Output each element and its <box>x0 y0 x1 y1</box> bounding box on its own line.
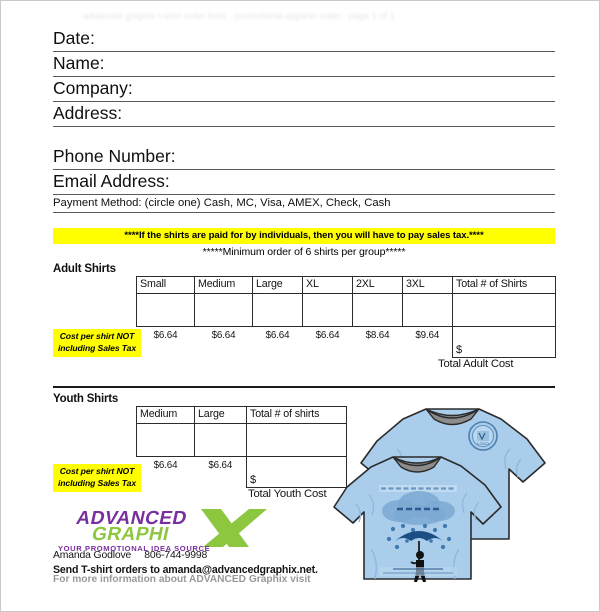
field-address[interactable]: Address: <box>53 102 555 127</box>
cut-off-footer-label: For more information about ADVANCED Graphix visit <box>53 574 311 585</box>
table-row-youth-headers <box>137 407 347 424</box>
adult-col-medium: Medium <box>195 277 253 294</box>
logo-word-graphix: GRAPHI <box>89 524 172 545</box>
fields-spacer <box>53 127 555 145</box>
send-orders-instruction: Send T-shirt orders to amanda@advancedgraphix.net. <box>53 564 318 576</box>
svg-text:LOGO: LOGO <box>477 441 489 446</box>
sales-tax-notice: ****If the shirts are paid for by individuals, then you will have to pay sales tax.**** <box>53 228 555 244</box>
adult-price-3xl: $9.64 <box>415 330 440 341</box>
youth-col-medium: Medium <box>137 407 195 424</box>
adult-price-medium: $6.64 <box>211 330 236 341</box>
contact-phone: 806-744-9998 <box>144 550 208 561</box>
logo-tagline: YOUR PROMOTIONAL IDEA SOURCE <box>58 544 211 553</box>
table-row-adult-quantities <box>137 294 556 327</box>
adult-qty-large[interactable] <box>253 294 303 327</box>
adult-col-total-shirts: Total # of Shirts <box>453 277 556 294</box>
section-divider <box>53 386 555 388</box>
youth-cost-per-shirt-label: Cost per shirt NOT including Sales Tax <box>53 464 141 492</box>
youth-price-large: $6.64 <box>208 460 233 471</box>
youth-shirts-table <box>136 406 347 488</box>
contact-name: Amanda Godlove <box>53 550 132 561</box>
adult-shirts-title: Adult Shirts <box>53 263 116 275</box>
table-row-adult-prices <box>137 327 556 358</box>
adult-qty-xl[interactable] <box>303 294 353 327</box>
field-payment-method[interactable]: Payment Method: (circle one) Cash, MC, Visa, AMEX, Check, Cash <box>53 195 555 213</box>
field-phone-number[interactable]: Phone Number: <box>53 145 555 170</box>
adult-total-cost-caption: Total Adult Cost <box>438 358 514 370</box>
field-email-address[interactable]: Email Address: <box>53 170 555 195</box>
youth-qty-large[interactable] <box>195 424 247 457</box>
youth-qty-medium[interactable] <box>137 424 195 457</box>
adult-qty-total[interactable] <box>453 294 556 327</box>
adult-qty-3xl[interactable] <box>403 294 453 327</box>
advanced-graphix-logo <box>53 507 268 553</box>
youth-total-cost-caption: Total Youth Cost <box>248 488 327 500</box>
adult-cost-per-shirt-label: Cost per shirt NOT including Sales Tax <box>53 329 141 357</box>
logo-word-advanced: ADVANCED <box>74 508 189 529</box>
field-date[interactable]: Date: <box>53 27 555 52</box>
table-row-adult-headers <box>137 277 556 294</box>
youth-col-total-shirts: Total # of shirts <box>247 407 347 424</box>
adult-price-2xl: $8.64 <box>365 330 390 341</box>
youth-col-large: Large <box>195 407 247 424</box>
adult-price-large: $6.64 <box>265 330 290 341</box>
field-name[interactable]: Name: <box>53 52 555 77</box>
adult-shirts-table <box>136 276 556 358</box>
minimum-order-notice: *****Minimum order of 6 shirts per group***** <box>202 246 406 258</box>
adult-col-3xl: 3XL <box>403 277 453 294</box>
adult-qty-medium[interactable] <box>195 294 253 327</box>
table-row-youth-prices <box>137 457 347 488</box>
tshirt-artwork <box>331 389 576 589</box>
cut-off-header-text: advanced graphix t-shirt order form · promotional apparel order · page 1 of 1 <box>83 11 395 21</box>
adult-price-xl: $6.64 <box>315 330 340 341</box>
table-row-youth-quantities <box>137 424 347 457</box>
adult-col-2xl: 2XL <box>353 277 403 294</box>
adult-col-large: Large <box>253 277 303 294</box>
adult-qty-small[interactable] <box>137 294 195 327</box>
notice-block <box>53 228 555 260</box>
adult-total-cost-input[interactable]: $ <box>453 327 556 358</box>
customer-fields <box>53 27 555 213</box>
youth-shirts-title: Youth Shirts <box>53 393 119 405</box>
adult-price-small: $6.64 <box>153 330 178 341</box>
shirt-chest-logo-icon <box>469 422 497 450</box>
adult-col-small: Small <box>137 277 195 294</box>
youth-total-cost-input[interactable]: $ <box>247 457 347 488</box>
adult-qty-2xl[interactable] <box>353 294 403 327</box>
field-company[interactable]: Company: <box>53 77 555 102</box>
youth-price-medium: $6.64 <box>153 460 178 471</box>
contact-info <box>53 550 207 561</box>
adult-col-xl: XL <box>303 277 353 294</box>
